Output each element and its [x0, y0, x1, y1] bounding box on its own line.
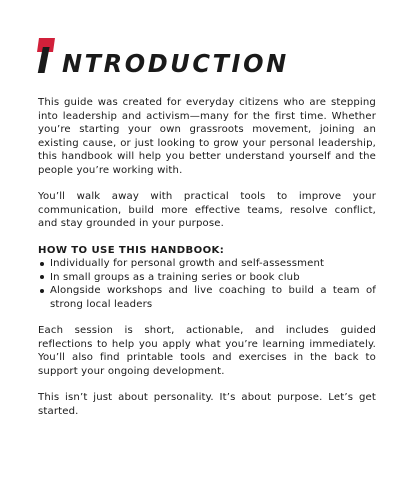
- sessions-paragraph: Each session is short, actionable, and includes guided reflections to help you apply what you’re learning immediately. You’ll also find printable tools and exercises in the back to support your ongoing development.: [38, 325, 376, 377]
- list-item: [38, 271, 376, 285]
- intro-paragraph: This guide was created for everyday citizens who are stepping into leadership and activism—many for the first time. Whether you’re starting your own grassroots movement, joining an existing cause, or just looking to grow your personal leadership, this handbook will help you better understand yourself and the people you’re working with.: [38, 97, 376, 176]
- drop-cap-letter: I: [37, 41, 51, 82]
- how-to-use-heading: HOW TO USE THIS HANDBOOK:: [38, 244, 225, 256]
- list-item: [38, 257, 376, 271]
- closing-paragraph: This isn’t just about personality. It’s about purpose. Let’s get started.: [38, 392, 376, 417]
- bullet-icon: [40, 289, 44, 293]
- list-item: [38, 284, 376, 311]
- list-item-text: Individually for personal growth and self-assessment: [50, 258, 325, 269]
- drop-cap: [37, 38, 60, 82]
- list-item-text: In small groups as a training series or book club: [50, 271, 300, 283]
- title-text: NTRODUCTION: [62, 48, 289, 79]
- bullet-icon: [40, 275, 44, 279]
- list-item-text: Alongside workshops and live coaching to build a team of strong local leaders: [50, 285, 376, 310]
- bullet-icon: [40, 262, 44, 266]
- page-title: [37, 36, 376, 82]
- tools-paragraph: You’ll walk away with practical tools to improve your communication, build more effective teams, resolve conflict, and stay grounded in your purpose.: [38, 191, 376, 229]
- how-to-use-list: [38, 257, 376, 311]
